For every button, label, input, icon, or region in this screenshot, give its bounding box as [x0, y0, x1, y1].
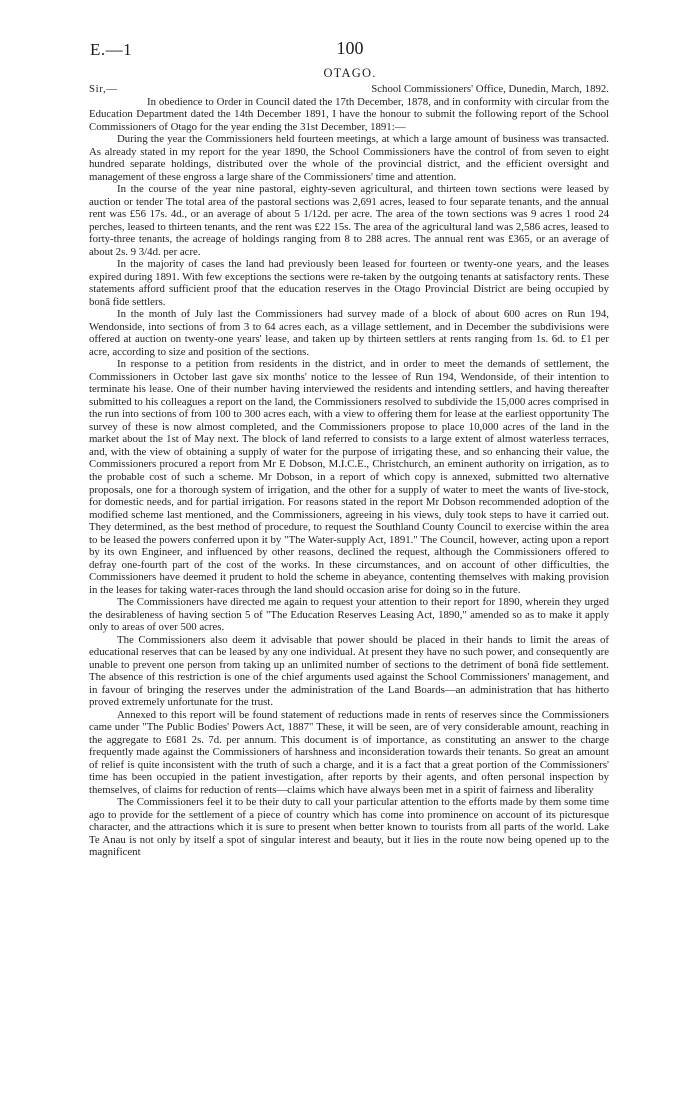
page-reference: E.—1: [90, 40, 133, 59]
salutation: Sir,—: [89, 83, 118, 95]
paragraph: In the majority of cases the land had previously been leased for fourteen or twenty-one years, and the leases expired during 1891. With few exceptions the sections were re-taken by the outgoing tenants at satisfactory rents. These statements afford sufficient proof that the education reserves in the Otago Provincial District are being occupied by bonâ fide settlers.: [89, 258, 609, 308]
letter-heading-line: [89, 83, 609, 96]
paragraph: During the year the Commissioners held fourteen meetings, at which a large amount of business was transacted. As already stated in my report for the year 1890, the School Commissioners have the control of from seven to eight hundred separate holdings, distributed over the whole of the provincial district, and the efficient oversight and management of these engross a large share of the Commissioners' time and attention.: [89, 133, 609, 183]
paragraph: The Commissioners feel it to be their duty to call your particular attention to the efforts made by them some time ago to provide for the settlement of a piece of country which has come into prominence on account of its picturesque character, and the attractions which it is sure to present when better known to tourists from all parts of the world. Lake Te Anau is not only by itself a spot of singular interest and beauty, but it lies in the route now being opened up to the magnificent: [89, 796, 609, 859]
paragraph: In the course of the year nine pastoral, eighty-seven agricultural, and thirteen town sections were leased by auction or tender The total area of the pastoral sections was 2,691 acres, leased to four separate tenants, and the annual rent was £56 17s. 4d., or an average of about 5 1/12d. per acre. The area of the town sections was 9 acres 1 rood 24 perches, leased to thirteen tenants, and the rent was £22 15s. The area of the agricultural land was 2,586 acres, leased to forty-three tenants, the acreage of holdings ranging from 8 to 288 acres. The annual rent was £365, or an average of about 2s. 9 3/4d. per acre.: [89, 183, 609, 258]
paragraph: The Commissioners also deem it advisable that power should be placed in their hands to limit the areas of educational reserves that can be leased by any one individual. At present they have no such power, and consequently are unable to prevent one person from taking up an unlimited number of sections to the detriment of bonâ fide settlement. The absence of this restriction is one of the chief arguments used against the School Commissioners' management, and in favour of bringing the reserves under the administration of the Land Boards—an administration that has hitherto proved extremely unfortunate for the trust.: [89, 633, 609, 709]
section-title: OTAGO.: [323, 66, 377, 80]
dateline: School Commissioners' Office, Dunedin, March, 1892.: [371, 83, 609, 95]
report-body: [89, 83, 609, 859]
paragraph: In obedience to Order in Council dated the 17th December, 1878, and in conformity with circular from the Education Department dated the 14th December 1891, I have the honour to submit the following report of the School Commissioners of Otago for the year ending the 31st December, 1891:—: [89, 95, 609, 133]
paragraph: In response to a petition from residents in the district, and in order to meet the demands of settlement, the Commissioners in October last gave six months' notice to the lessee of Run 194, Wendonside, of their intention to terminate his lease. One of their number having interviewed the residents and intending settlers, and having thereafter submitted to his colleagues a report on the land, the Commissioners resolved to subdivide the 15,000 acres comprised in the run into sections of from 100 to 300 acres each, with a view to offering them for lease at the earliest opportunity The survey of these is now almost completed, and the Commissioners propose to place 10,000 acres of the land in the market about the 1st of May next. The block of land referred to consists to a large extent of almost waterless terraces, and, with the view of obtaining a supply of water for the purpose of irrigating these, and so enhancing their value, the Commissioners procured a report from Mr E Dobson, M.I.C.E., Christchurch, an eminent authority on irrigation, as to the probable cost of such a scheme. Mr Dobson, in a report of which copy is annexed, submitted two alternative proposals, one for a thorough system of irrigation, and the other for a supply of water to meet the wants of live-stock, for domestic needs, and for partial irrigation. For reasons stated in the report Mr Dobson recommended adoption of the modified scheme last mentioned, and the Commissioners, agreeing in his views, duly took steps to have it carried out. They determined, as the best method of procedure, to request the Southland County Council to exercise within the area to be leased the powers conferred upon it by "The Water-supply Act, 1891." The Council, however, acting upon a report by its own Engineer, and influenced by other reasons, declined the request, although the Commissioners offered to defray one-fourth part of the cost of the works. In these circumstances, and on account of other difficulties, the Commissioners have deemed it prudent to hold the scheme in abeyance, contenting themselves with making provision in the leases for taking water-races through the land should occasion arise for doing so in the future.: [89, 358, 609, 596]
paragraph: The Commissioners have directed me again to request your attention to their report for 1890, wherein they urged the desirableness of having section 5 of "The Education Reserves Leasing Act, 1890," amended so as to make it apply only to areas of over 500 acres.: [89, 596, 609, 634]
paragraph: In the month of July last the Commissioners had survey made of a block of about 600 acres on Run 194, Wendonside, into sections of from 3 to 64 acres each, as a village settlement, and in December the subdivisions were offered at auction on twenty-one years' lease, and taken up by thirteen settlers at rents ranging from 1s. 6d. to £1 per acre, according to size and position of the sections.: [89, 308, 609, 358]
page-number: 100: [336, 38, 364, 58]
paragraph: Annexed to this report will be found statement of reductions made in rents of reserves since the Commissioners came under "The Public Bodies' Powers Act, 1887" These, it will be seen, are of very considerable amount, reaching in the aggregate to £681 2s. 7d. per annum. This document is of importance, as constituting an answer to the charge frequently made against the Commissioners of harshness and inconsideration towards their tenants. So great an amount of relief is quite inconsistent with the truth of such a charge, and it is a fact that a great portion of the Commissioners' time has been occupied in the patient investigation, after reports by their agents, and often personal inspection by themselves, of claims for reduction of rents—claims which have always been met in a spirit of fairness and liberality: [89, 708, 609, 796]
